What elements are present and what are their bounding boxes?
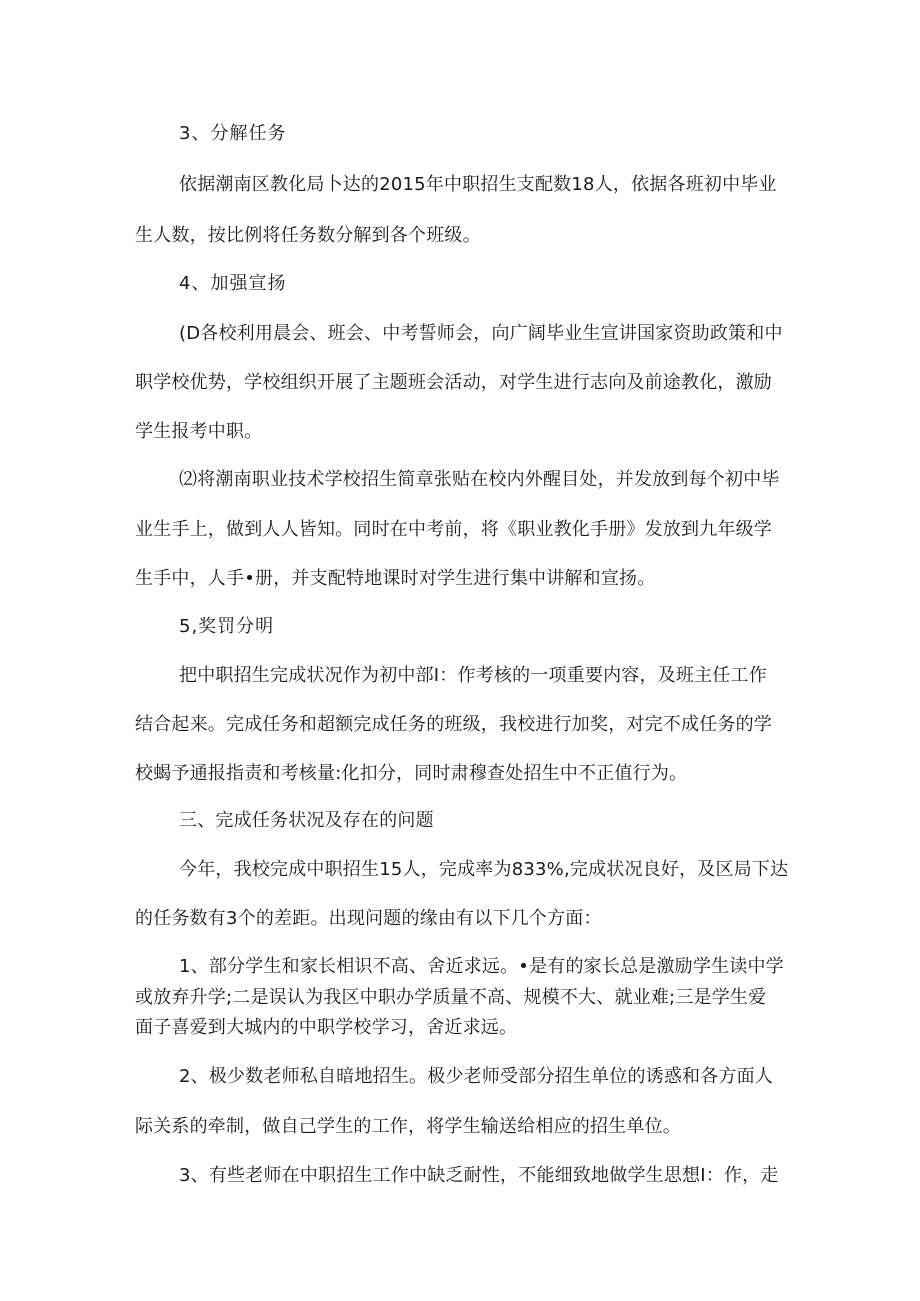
paragraph-line: (D各校利用晨会、班会、中考誓师会，向广阔毕业生宣讲国家资助政策和中: [179, 323, 783, 344]
paragraph-line: 的任务数有3个的差距。出现问题的缘由有以下几个方面：: [135, 908, 602, 929]
heading-strengthen-publicity: 4、加强宣扬: [179, 273, 287, 294]
paragraph-line: ⑵将潮南职业技术学校招生简章张贴在校内外醒目处，并发放到每个初中毕: [179, 469, 780, 490]
paragraph-line: 或放弃升学;二是误认为我区中职办学质量不高、规模不大、就业难;三是学生爱: [135, 987, 767, 1008]
paragraph-line: 3、有些老师在中职招生工作中缺乏耐性，不能细致地做学生思想I：作，走: [179, 1165, 779, 1186]
paragraph-line: 今年，我校完成中职招生15人，完成率为833%,完成状况良好，及区局下达: [179, 859, 789, 880]
paragraph-line: 生手中，人手•册，并支配特地课时对学生进行集中讲解和宣扬。: [135, 568, 656, 589]
paragraph-line: 校蝎予通报指责和考核量:化扣分，同时肃穆查处招生中不正值行为。: [135, 763, 688, 784]
paragraph-line: 学生报考中职。: [135, 421, 263, 442]
heading-rewards-penalties: 5,奖罚分明: [179, 616, 275, 637]
paragraph-line: 1、部分学生和家长相识不高、舍近求远。•是有的家长总是激励学生读中学: [179, 956, 784, 977]
paragraph-line: 把中职招生完成状况作为初中部I：作考核的一项重要内容，及班主任工作: [179, 665, 767, 686]
paragraph-line: 2、极少数老师私自暗地招生。极少老师受部分招生单位的诱惑和各方面人: [179, 1066, 774, 1087]
heading-decompose-task: 3、分解任务: [179, 123, 287, 144]
paragraph-line: 依据潮南区教化局卜达的2015年中职招生支配数18人，依据各班初中毕业: [179, 174, 777, 195]
paragraph-line: 面子喜爱到大城内的中职学校学习，舍近求远。: [135, 1017, 518, 1038]
heading-section-three: 三、完成任务状况及存在的问题: [179, 810, 434, 831]
paragraph-line: 际关系的牵制，做自己学生的工作，将学生输送给相应的招生单位。: [135, 1116, 681, 1137]
paragraph-line: 结合起来。完成任务和超额完成任务的班级，我校进行加奖，对完不成任务的学: [135, 714, 772, 735]
paragraph-line: 业生手上，做到人人皆知。同时在中考前，将《职业教化手册》发放到九年级学: [135, 519, 772, 540]
paragraph-line: 生人数，按比例将任务数分解到各个班级。: [135, 225, 481, 246]
paragraph-line: 职学校优势，学校组织开展了主题班会活动，对学生进行志向及前途教化，激励: [135, 372, 772, 393]
